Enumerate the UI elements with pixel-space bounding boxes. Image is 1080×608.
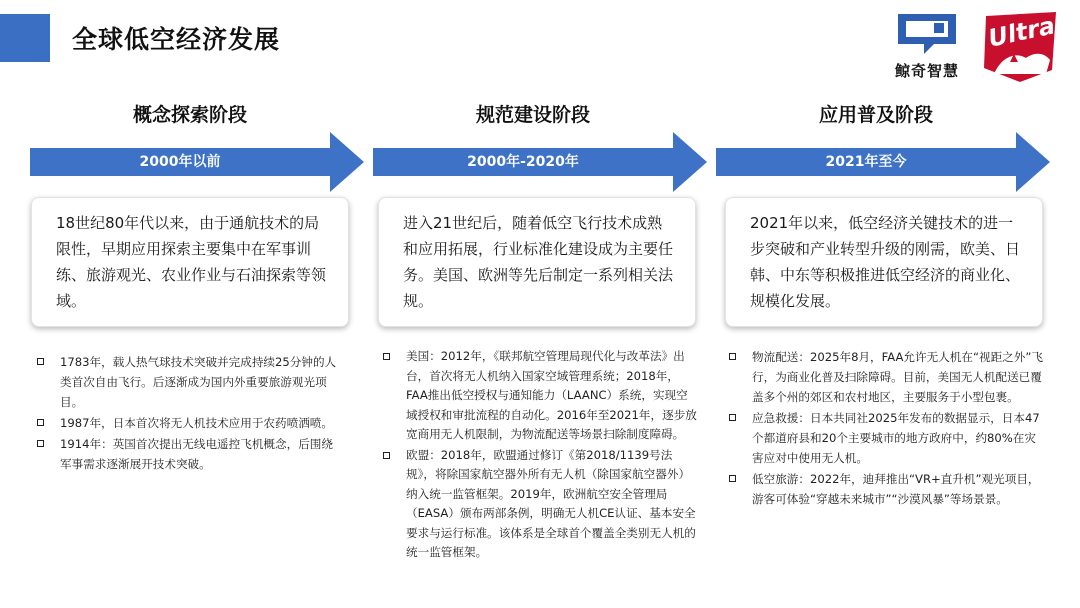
stage-2	[373, 100, 713, 192]
square-bullet-icon	[729, 475, 736, 482]
square-bullet-icon	[729, 353, 736, 360]
ultra-logo	[980, 12, 1060, 84]
stage-title: 概念探索阶段	[132, 104, 247, 126]
stage-3-summary-card: 2021年以来，低空经济关键技术的进一步突破和产业转型升级的刚需，欧美、日韩、中东等积极推进低空经济的商业化、规模化发展。	[725, 197, 1043, 327]
square-bullet-icon	[729, 414, 736, 421]
title-accent-block	[0, 14, 50, 62]
stage-title: 规范建设阶段	[475, 104, 590, 126]
list-item: 1783年，载人热气球技术突破并完成持续25分钟的人类首次自由飞行。后逐渐成为国内外重要旅游观光项目。	[34, 352, 340, 412]
whale-logo	[888, 10, 966, 88]
stage-title: 应用普及阶段	[818, 104, 933, 126]
list-item: 物流配送：2025年8月，FAA允许无人机在“视距之外”飞行，为商业化普及扫除障碍。目前，美国无人机配送已覆盖多个州的郊区和农村地区，主要服务于小型包裹。	[726, 347, 1044, 407]
stage-period: 2000年以前	[139, 154, 221, 170]
stage-1-bullet-list	[34, 352, 340, 475]
square-bullet-icon	[37, 440, 44, 447]
stage-period-arrow	[716, 132, 1052, 192]
stage-period-arrow	[373, 132, 709, 192]
stage-period: 2021年至今	[825, 154, 907, 170]
stage-2-summary-card: 进入21世纪后，随着低空飞行技术成熟和应用拓展，行业标准化建设成为主要任务。美国、欧洲等先后制定一系列相关法规。	[378, 197, 696, 327]
list-item: 低空旅游：2022年，迪拜推出“VR+直升机”观光项目，游客可体验“穿越未来城市”“沙漠风暴”等场景景。	[726, 469, 1044, 509]
stage-3-bullet-list	[726, 347, 1044, 510]
page-title: 全球低空经济发展	[72, 25, 281, 54]
stage-period-arrow	[30, 132, 366, 192]
ultra-logo-text: Ultra	[985, 11, 1058, 53]
square-bullet-icon	[37, 358, 44, 365]
square-bullet-icon	[37, 419, 44, 426]
stage-1-summary-card: 18世纪80年代以来，由于通航技术的局限性，早期应用探索主要集中在军事训练、旅游观光、农业作业与石油探索等领域。	[31, 197, 349, 327]
stage-period: 2000年-2020年	[467, 154, 579, 170]
list-item: 应急救援：日本共同社2025年发布的数据显示，日本47个都道府县和20个主要城市的地方政府中，约80%在灾害应对中使用无人机。	[726, 408, 1044, 468]
whale-logo-text: 鲸奇智慧	[894, 62, 959, 80]
square-bullet-icon	[383, 353, 390, 360]
whale-logo-icon	[894, 10, 960, 56]
list-item: 1987年，日本首次将无人机技术应用于农药喷洒喷。	[34, 413, 340, 433]
list-item: 欧盟：2018年，欧盟通过修订《第2018/1139号法规》，将除国家航空器外所有无人机（除国家航空器外）纳入统一监管框架。2019年，欧洲航空安全管理局（EASA）颁布两部条例，明确无人机CE认证、基本安全要求与运行标准。该体系是全球首个覆盖全类别无人机的统一监管框架。	[380, 446, 698, 563]
stage-1	[30, 100, 370, 192]
stage-2-bullet-list	[380, 347, 698, 564]
list-item: 美国：2012年，《联邦航空管理局现代化与改革法》出台，首次将无人机纳入国家空域管理系统；2018年，FAA推出低空授权与通知能力（LAANC）系统，实现空域授权和审批流程的自动化。2016年至2021年，逐步放宽商用无人机限制，为物流配送等场景扫除制度障碍。	[380, 347, 698, 445]
stage-3	[716, 100, 1056, 192]
square-bullet-icon	[383, 452, 390, 459]
list-item: 1914年：英国首次提出无线电遥控飞机概念，后围绕军事需求逐渐展开技术突破。	[34, 434, 340, 474]
